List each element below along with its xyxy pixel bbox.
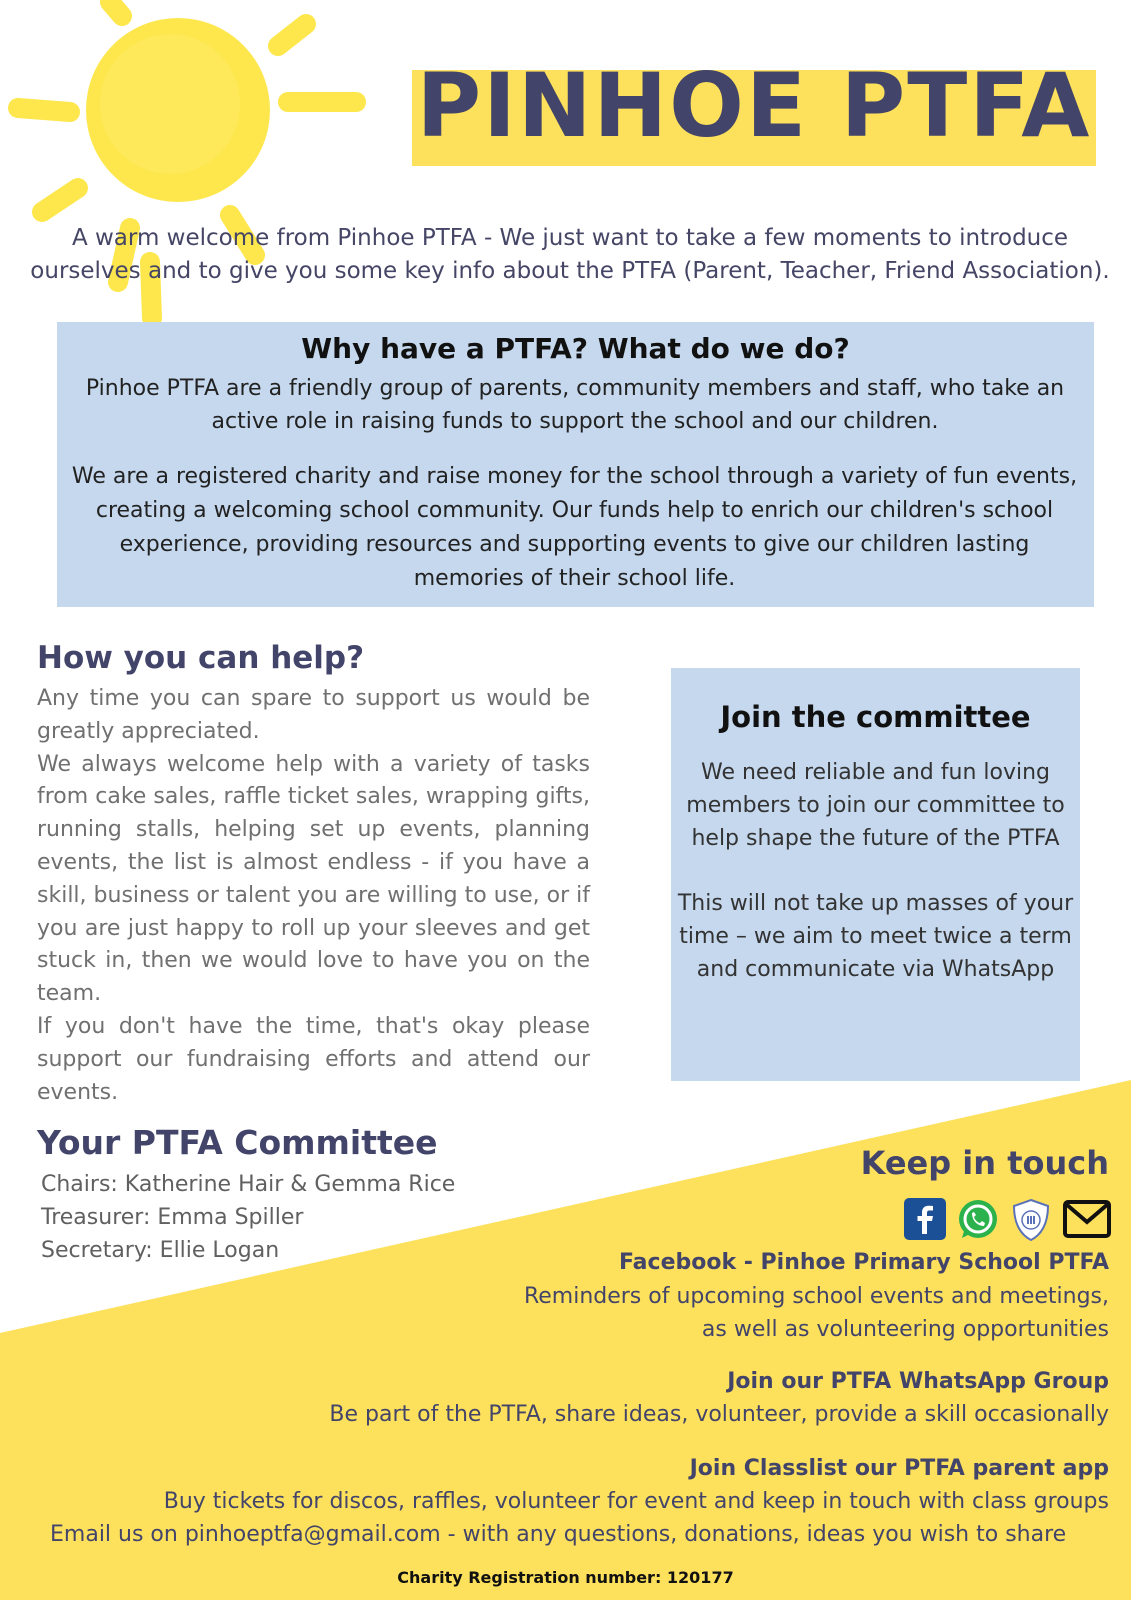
committee-treasurer: Treasurer: Emma Spiller [41,1205,304,1230]
facebook-icon[interactable] [904,1198,946,1240]
why-ptfa-heading: Why have a PTFA? What do we do? [301,332,850,365]
email-line: Email us on pinhoeptfa@gmail.com - with any questions, donations, ideas you wish to share [50,1522,1067,1547]
help-paragraph-1: Any time you can spare to support us would be greatly appreciated. [37,686,590,744]
classlist-heading: Join Classlist our PTFA parent app [689,1456,1109,1481]
page-title: PINHOE PTFA [416,54,1092,157]
facebook-line-2: as well as volunteering opportunities [701,1317,1109,1342]
intro-line-1: A warm welcome from Pinhoe PTFA - We just want to take a few moments to introduce [71,225,1069,251]
keep-in-touch-heading: Keep in touch [860,1144,1109,1182]
classlist-line: Buy tickets for discos, raffles, volunteer for event and keep in touch with class groups [163,1489,1109,1514]
help-paragraph-2: We always welcome help with a variety of tasks from cake sales, raffle ticket sales, wrapping gifts, running stalls, helping set up events, planning events, the list is almost endless - if you have a skill, business or talent you are willing to use, or if you are just happy to roll up your sleeves and get stuck in, then we would love to have you on the team. [37,751,590,1007]
join-committee-paragraph-2: This will not take up masses of your time – we aim to meet twice a term and communicate via WhatsApp [677,891,1074,982]
contact-icons [904,1198,1114,1244]
email-icon[interactable] [1062,1198,1112,1240]
classlist-icon[interactable] [1010,1198,1052,1242]
charity-registration: Charity Registration number: 120177 [397,1568,734,1587]
why-ptfa-paragraph-1: Pinhoe PTFA are a friendly group of parents, community members and staff, who take an active role in raising funds to support the school and our children. [85,376,1065,434]
intro-line-2: ourselves and to give you some key info about the PTFA (Parent, Teacher, Friend Association). [30,258,1110,284]
join-committee-heading: Join the committee [720,700,1031,734]
help-heading: How you can help? [37,640,365,676]
whatsapp-line: Be part of the PTFA, share ideas, volunteer, provide a skill occasionally [329,1402,1109,1427]
help-paragraph-3: If you don't have the time, that's okay please support our fundraising efforts and attend our events. [37,1013,590,1105]
facebook-heading: Facebook - Pinhoe Primary School PTFA [618,1250,1109,1275]
facebook-line-1: Reminders of upcoming school events and meetings, [523,1284,1109,1309]
committee-secretary: Secretary: Ellie Logan [41,1238,280,1263]
whatsapp-icon[interactable] [956,1198,1000,1242]
help-text [37,683,590,1109]
join-committee-paragraph-1: We need reliable and fun loving members to join our committee to help shape the future of the PTFA [686,760,1065,851]
whatsapp-heading: Join our PTFA WhatsApp Group [727,1369,1109,1394]
committee-heading: Your PTFA Committee [37,1123,438,1162]
committee-chairs: Chairs: Katherine Hair & Gemma Rice [41,1172,456,1197]
why-ptfa-paragraph-2: We are a registered charity and raise money for the school through a variety of fun events, creating a welcoming school community. Our funds help to enrich our children's school experience, providing resources and supporting events to give our children lasting memories of their school life. [71,464,1078,591]
intro-text [30,222,1110,288]
